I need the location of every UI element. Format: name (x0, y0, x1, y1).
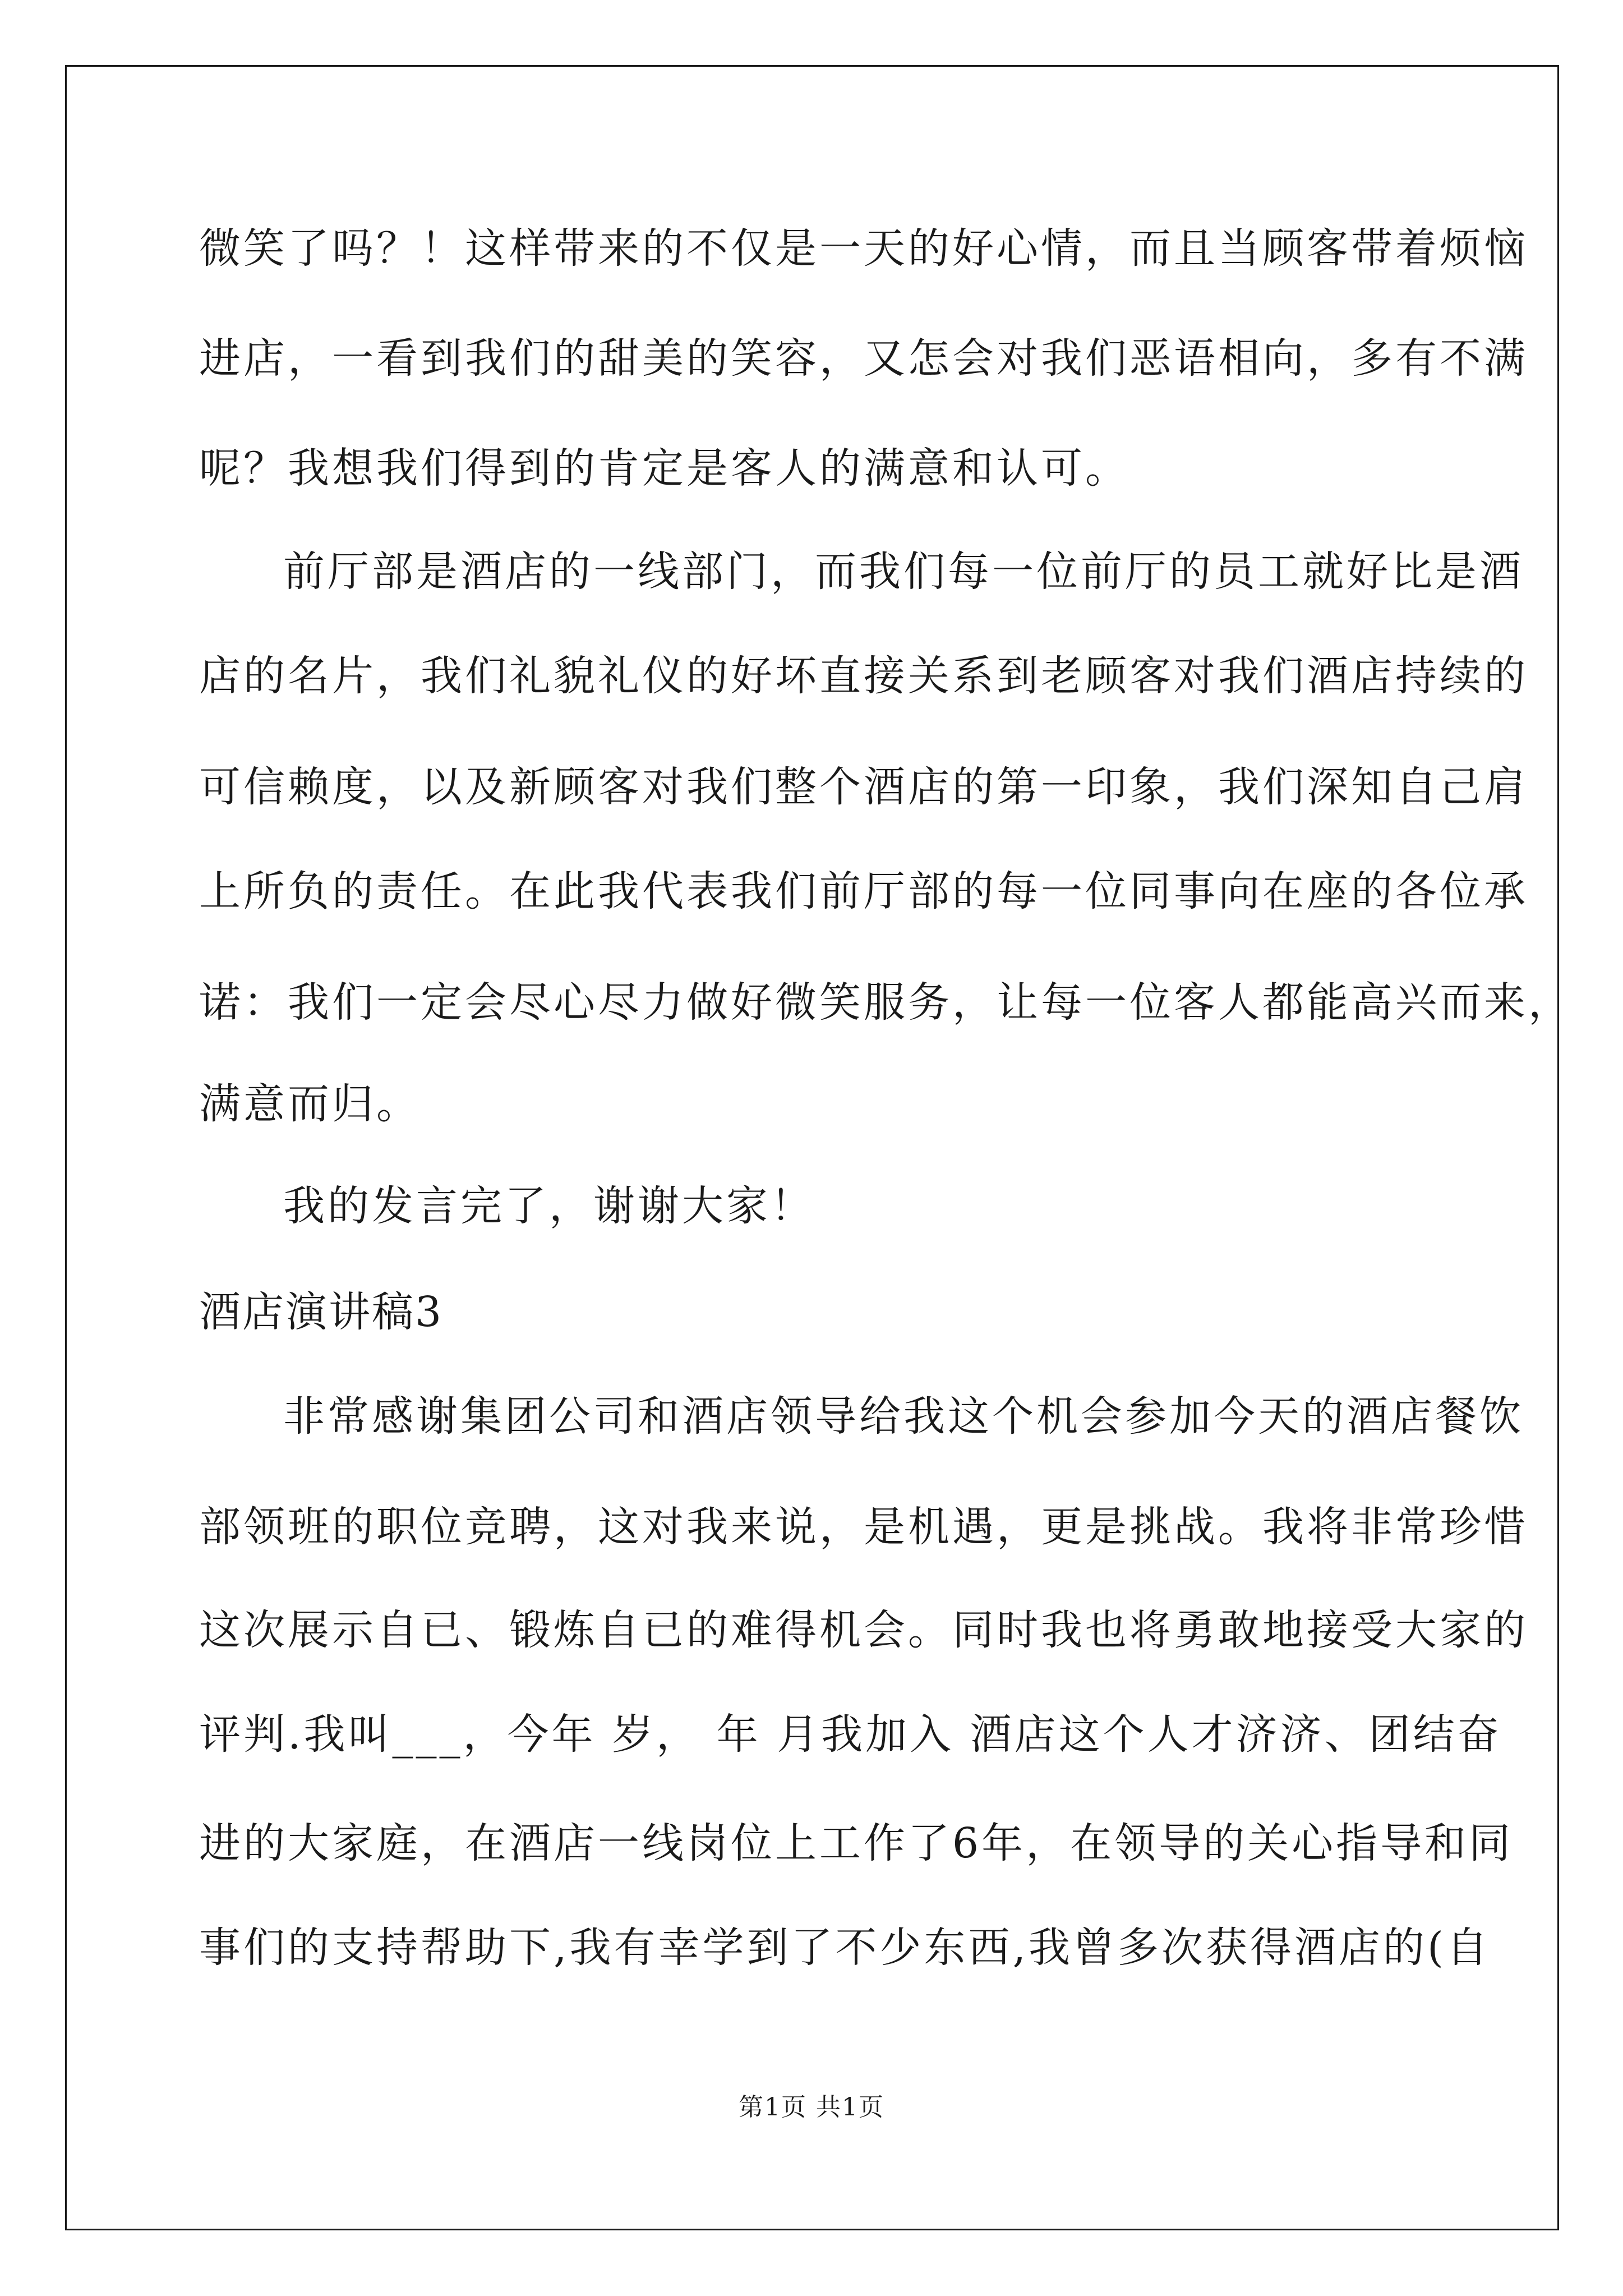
text-line: 上所负的责任。在此我代表我们前厅部的每一位同事向在座的各位承 (199, 867, 1528, 915)
text-line: 部领班的职位竞聘，这对我来说，是机遇，更是挑战。我将非常珍惜 (199, 1503, 1528, 1551)
text-line: 我的发言完了，谢谢大家！ (283, 1182, 815, 1230)
text-line: 这次展示自已、锻炼自已的难得机会。同时我也将勇敢地接受大家的 (199, 1606, 1528, 1654)
text-line: 进的大家庭，在酒店一线岗位上工作了6年，在领导的关心指导和同 (199, 1819, 1514, 1867)
text-line: 满意而归。 (199, 1080, 421, 1128)
text-line: 微笑了吗？！这样带来的不仅是一天的好心情，而且当顾客带着烦恼 (199, 224, 1528, 273)
text-line: 非常感谢集团公司和酒店领导给我这个机会参加今天的酒店餐饮 (283, 1392, 1524, 1441)
text-line: 可信赖度，以及新顾客对我们整个酒店的第一印象，我们深知自己肩 (199, 763, 1528, 811)
text-line: 进店，一看到我们的甜美的笑容，又怎会对我们恶语相向，多有不满 (199, 334, 1528, 383)
text-line: 事们的支持帮助下,我有幸学到了不少东西,我曾多次获得酒店的(自 (199, 1924, 1491, 1972)
text-line: 评判.我叫___，今年 岁， 年 月我加入 酒店这个人才济济、团结奋 (199, 1710, 1502, 1759)
page-border (65, 65, 1573, 2230)
section-heading: 酒店演讲稿3 (199, 1288, 444, 1336)
text-line: 前厅部是酒店的一线部门，而我们每一位前厅的员工就好比是酒 (283, 547, 1524, 596)
text-line: 诺：我们一定会尽心尽力做好微笑服务，让每一位客人都能高兴而来， (199, 978, 1573, 1027)
text-line: 店的名片，我们礼貌礼仪的好坏直接关系到老顾客对我们酒店持续的 (199, 652, 1528, 700)
page-footer: 第1页 共1页 (739, 2093, 884, 2122)
text-line: 呢？我想我们得到的肯定是客人的满意和认可。 (199, 444, 1129, 493)
